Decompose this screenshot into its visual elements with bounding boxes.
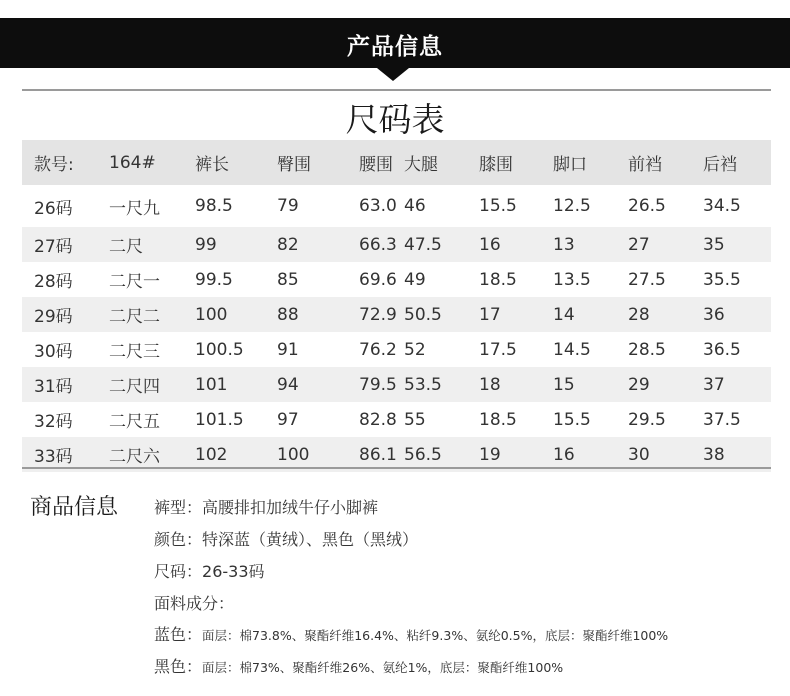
size-chart-header-cell: 款号:: [34, 155, 74, 175]
size-chart-cell: 16: [553, 444, 575, 465]
size-chart-cell: 52: [404, 339, 426, 360]
size-chart-cell: 19: [479, 444, 501, 465]
size-chart-cell: 二尺四: [109, 377, 160, 397]
size-chart-header-cell: 腰围: [359, 155, 393, 175]
size-chart-cell: 二尺五: [109, 412, 160, 432]
size-chart-cell: 30码: [34, 342, 73, 362]
info-style: [154, 495, 378, 518]
size-chart-cell: 18: [479, 374, 501, 395]
size-chart-row: [22, 332, 771, 367]
info-fabric: [154, 591, 234, 614]
size-chart-cell: 94: [277, 374, 299, 395]
size-chart-cell: 36.5: [703, 339, 741, 360]
size-chart-cell: 30: [628, 444, 650, 465]
size-chart-header-cell: 后裆: [703, 155, 737, 175]
size-chart-cell: 31码: [34, 377, 73, 397]
fabric-label: 面料成分：: [154, 594, 235, 613]
size-chart-row: [22, 402, 771, 437]
info-blue-composition: [154, 622, 668, 645]
size-chart-cell: 46: [404, 196, 426, 216]
size-chart-cell: 14.5: [553, 339, 591, 360]
size-chart-cell: 63.0: [359, 196, 397, 216]
size-value: 26-33码: [202, 562, 265, 581]
size-chart-cell: 53.5: [404, 374, 442, 395]
size-chart-cell: 100: [195, 304, 228, 325]
size-chart-cell: 17.5: [479, 339, 517, 360]
color-value: 特深蓝（黄绒）、黑色（黑绒）: [202, 530, 419, 549]
size-chart-cell: 98.5: [195, 196, 233, 216]
size-chart-header-row: [22, 140, 771, 185]
size-chart-cell: 101.5: [195, 409, 244, 430]
style-label: 裤型：: [154, 498, 203, 517]
size-chart-table: [22, 140, 771, 472]
size-chart-cell: 29: [628, 374, 650, 395]
size-chart-cell: 91: [277, 339, 299, 360]
size-chart-cell: 18.5: [479, 269, 517, 290]
info-color: [154, 527, 418, 550]
size-chart-row: [22, 367, 771, 402]
banner-title: 产品信息: [347, 34, 443, 60]
size-chart-cell: 13.5: [553, 269, 591, 290]
size-chart-cell: 15.5: [553, 409, 591, 430]
size-chart-cell: 32码: [34, 412, 73, 432]
size-chart-cell: 28: [628, 304, 650, 325]
info-black-composition: [154, 654, 563, 677]
size-chart-cell: 14: [553, 304, 575, 325]
blue-label: 蓝色：: [154, 625, 203, 644]
product-info-heading: 商品信息: [30, 495, 119, 520]
size-chart-header-cell: 164#: [109, 152, 156, 173]
color-label: 颜色：: [154, 530, 203, 549]
size-chart-cell: 二尺三: [109, 342, 160, 362]
banner-arrow-icon: [377, 68, 409, 81]
size-chart-cell: 16: [479, 234, 501, 255]
size-label: 尺码：: [154, 562, 203, 581]
size-chart-cell: 二尺: [109, 237, 143, 257]
size-chart-cell: 27: [628, 234, 650, 255]
info-size: [154, 559, 265, 582]
size-chart-cell: 85: [277, 269, 299, 290]
size-chart-cell: 100: [277, 444, 310, 465]
size-chart-cell: 15.5: [479, 196, 517, 216]
size-chart-header-cell: 臀围: [277, 155, 311, 175]
size-chart-body: [22, 185, 771, 472]
size-chart-cell: 27码: [34, 237, 73, 257]
size-chart-cell: 66.3: [359, 234, 397, 255]
size-chart-cell: 69.6: [359, 269, 397, 290]
size-chart-cell: 28.5: [628, 339, 666, 360]
size-chart-cell: 47.5: [404, 234, 442, 255]
size-chart-cell: 二尺二: [109, 307, 160, 327]
size-chart-cell: 34.5: [703, 196, 741, 216]
size-chart-cell: 36: [703, 304, 725, 325]
size-chart-cell: 55: [404, 409, 426, 430]
size-chart-cell: 82: [277, 234, 299, 255]
size-chart-cell: 86.1: [359, 444, 397, 465]
size-chart-cell: 12.5: [553, 196, 591, 216]
size-chart-cell: 97: [277, 409, 299, 430]
size-chart-cell: 102: [195, 444, 228, 465]
size-chart-cell: 72.9: [359, 304, 397, 325]
size-chart-cell: 56.5: [404, 444, 442, 465]
size-chart-cell: 一尺九: [109, 198, 160, 219]
size-chart-row: [22, 297, 771, 332]
table-bottom-rule: [22, 467, 771, 469]
size-chart-cell: 99.5: [195, 269, 233, 290]
size-chart-header-cell: 脚口: [553, 155, 587, 175]
size-chart-cell: 82.8: [359, 409, 397, 430]
size-chart-cell: 38: [703, 444, 725, 465]
size-chart-cell: 27.5: [628, 269, 666, 290]
size-chart-cell: 28码: [34, 272, 73, 292]
size-chart-cell: 79: [277, 196, 299, 216]
size-chart-cell: 101: [195, 374, 228, 395]
product-info-banner: [0, 18, 790, 68]
size-chart-cell: 50.5: [404, 304, 442, 325]
size-chart-cell: 35: [703, 234, 725, 255]
size-chart-cell: 49: [404, 269, 426, 290]
size-chart-cell: 17: [479, 304, 501, 325]
size-chart-cell: 33码: [34, 447, 73, 467]
size-chart-cell: 37: [703, 374, 725, 395]
size-chart-cell: 35.5: [703, 269, 741, 290]
size-chart-title: 尺码表: [345, 100, 445, 139]
size-chart-cell: 76.2: [359, 339, 397, 360]
size-chart-cell: 26.5: [628, 196, 666, 216]
size-chart-row: [22, 185, 771, 227]
style-value: 高腰排扣加绒牛仔小脚裤: [202, 498, 379, 517]
black-label: 黑色：: [154, 657, 203, 676]
blue-value: 面层：棉73.8%、聚酯纤维16.4%、粘纤9.3%、氨纶0.5%，底层：聚酯纤维100%: [202, 628, 669, 643]
size-chart-cell: 29码: [34, 307, 73, 327]
size-chart-cell: 29.5: [628, 409, 666, 430]
table-top-rule: [22, 89, 771, 91]
size-chart-header-cell: 裤长: [195, 155, 229, 175]
size-chart-row: [22, 262, 771, 297]
size-chart-header-cell: 前裆: [628, 155, 662, 175]
size-chart-cell: 26码: [34, 198, 73, 219]
black-value: 面层：棉73%、聚酯纤维26%、氨纶1%，底层：聚酯纤维100%: [202, 660, 564, 675]
size-chart-row: [22, 227, 771, 262]
size-chart-cell: 79.5: [359, 374, 397, 395]
size-chart-cell: 18.5: [479, 409, 517, 430]
size-chart-cell: 13: [553, 234, 575, 255]
size-chart-cell: 37.5: [703, 409, 741, 430]
size-chart-cell: 99: [195, 234, 217, 255]
size-chart-cell: 二尺一: [109, 272, 160, 292]
size-chart-header-cell: 大腿: [404, 155, 438, 175]
size-chart-cell: 15: [553, 374, 575, 395]
size-chart-cell: 二尺六: [109, 447, 160, 467]
size-chart-header-cell: 膝围: [479, 155, 513, 175]
size-chart-cell: 100.5: [195, 339, 244, 360]
size-chart-cell: 88: [277, 304, 299, 325]
